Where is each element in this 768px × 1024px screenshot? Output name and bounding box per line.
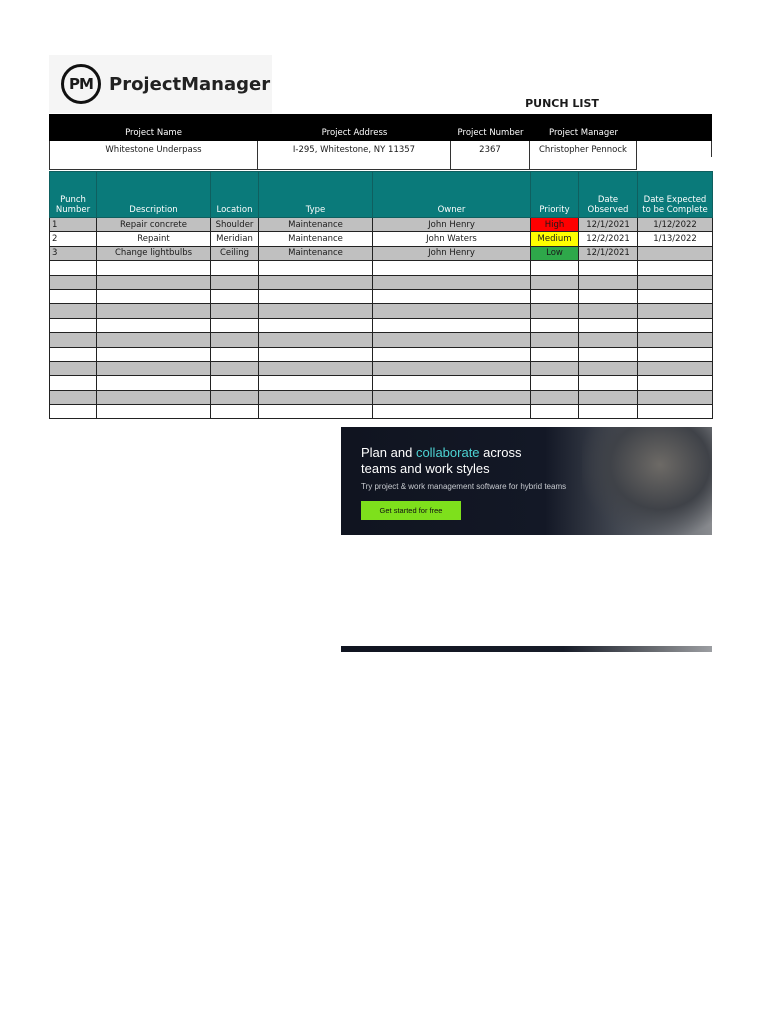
col-header-date-observed: Date Observed (579, 172, 638, 218)
cell-owner[interactable] (373, 405, 531, 419)
cell-date-expected[interactable]: 1/13/2022 (638, 232, 713, 246)
cell-date-observed[interactable] (579, 318, 638, 332)
cell-type[interactable] (259, 405, 373, 419)
cell-description[interactable] (97, 318, 211, 332)
cell-owner[interactable] (373, 318, 531, 332)
get-started-button[interactable]: Get started for free (361, 501, 461, 520)
cell-owner[interactable] (373, 361, 531, 375)
cell-date-observed[interactable] (579, 390, 638, 404)
cell-priority-low[interactable]: Low (531, 246, 579, 260)
table-header-row (50, 172, 713, 218)
cell-owner[interactable] (373, 304, 531, 318)
table-row-empty (50, 275, 713, 289)
cell-number[interactable] (50, 289, 97, 303)
cell-owner[interactable]: John Henry (373, 246, 531, 260)
banner-subtext: Try project & work management software for hybrid teams (361, 482, 567, 491)
cell-description[interactable] (97, 376, 211, 390)
document-title: PUNCH LIST (525, 97, 599, 110)
cell-owner[interactable] (373, 333, 531, 347)
cell-number[interactable] (50, 390, 97, 404)
table-row-empty (50, 361, 713, 375)
project-manager-value[interactable]: Christopher Pennock (530, 141, 637, 170)
cell-date-observed[interactable] (579, 289, 638, 303)
cell-location[interactable] (211, 289, 259, 303)
cell-priority[interactable] (531, 275, 579, 289)
cell-date-observed[interactable] (579, 261, 638, 275)
cell-number[interactable] (50, 275, 97, 289)
cell-description[interactable] (97, 390, 211, 404)
project-info-row (49, 141, 712, 170)
banner-photo (582, 427, 712, 535)
cell-number[interactable] (50, 333, 97, 347)
cell-description[interactable] (97, 333, 211, 347)
cell-description[interactable] (97, 289, 211, 303)
cell-description[interactable] (97, 261, 211, 275)
col-header-type: Type (259, 172, 373, 218)
projectmanager-logo (49, 55, 272, 113)
cell-number[interactable]: 1 (50, 218, 97, 232)
cell-type[interactable] (259, 304, 373, 318)
cell-type[interactable] (259, 289, 373, 303)
cell-type[interactable] (259, 361, 373, 375)
cell-number[interactable] (50, 361, 97, 375)
promo-banner[interactable] (341, 427, 712, 535)
cell-date-expected[interactable]: 1/12/2022 (638, 218, 713, 232)
cell-number[interactable]: 3 (50, 246, 97, 260)
cell-location[interactable] (211, 347, 259, 361)
cell-location[interactable]: Ceiling (211, 246, 259, 260)
table-row (50, 246, 713, 260)
project-number-label: Project Number (457, 128, 524, 138)
cell-number[interactable] (50, 405, 97, 419)
promo-banner-strip (341, 646, 712, 652)
cell-date-expected[interactable] (638, 333, 713, 347)
cell-description[interactable] (97, 361, 211, 375)
cell-date-expected[interactable] (638, 347, 713, 361)
project-manager-label: Project Manager (548, 128, 619, 138)
cell-priority[interactable] (531, 304, 579, 318)
cell-type[interactable] (259, 318, 373, 332)
cell-date-observed[interactable]: 12/2/2021 (579, 232, 638, 246)
project-address-label: Project Address (321, 128, 388, 138)
cell-owner[interactable] (373, 376, 531, 390)
cell-priority[interactable] (531, 376, 579, 390)
cell-date-observed[interactable]: 12/1/2021 (579, 246, 638, 260)
banner-headline (361, 445, 521, 477)
cell-date-observed[interactable] (579, 361, 638, 375)
cell-priority[interactable] (531, 289, 579, 303)
cell-description[interactable]: Change lightbulbs (97, 246, 211, 260)
cell-date-expected[interactable] (638, 361, 713, 375)
cell-date-expected[interactable] (638, 304, 713, 318)
cell-date-observed[interactable] (579, 333, 638, 347)
cell-location[interactable] (211, 275, 259, 289)
cell-date-expected[interactable] (638, 390, 713, 404)
cell-location[interactable]: Shoulder (211, 218, 259, 232)
cell-date-observed[interactable] (579, 275, 638, 289)
table-row-empty (50, 318, 713, 332)
cell-priority-high[interactable]: High (531, 218, 579, 232)
cell-number[interactable] (50, 347, 97, 361)
cell-owner[interactable] (373, 390, 531, 404)
table-row (50, 218, 713, 232)
cell-number[interactable] (50, 376, 97, 390)
col-header-punch-number: Punch Number (50, 172, 97, 218)
project-name-value[interactable]: Whitestone Underpass (49, 141, 258, 170)
cell-priority-medium[interactable]: Medium (531, 232, 579, 246)
cell-location[interactable] (211, 261, 259, 275)
col-header-description: Description (97, 172, 211, 218)
cell-date-observed[interactable] (579, 405, 638, 419)
cell-number[interactable] (50, 261, 97, 275)
cell-priority[interactable] (531, 361, 579, 375)
cell-date-expected[interactable] (638, 246, 713, 260)
cell-date-expected[interactable] (638, 318, 713, 332)
cell-description[interactable] (97, 275, 211, 289)
col-header-owner: Owner (373, 172, 531, 218)
cell-description[interactable] (97, 304, 211, 318)
cell-type[interactable] (259, 261, 373, 275)
cell-location[interactable] (211, 390, 259, 404)
cell-date-expected[interactable] (638, 289, 713, 303)
cell-location[interactable] (211, 405, 259, 419)
cell-type[interactable] (259, 376, 373, 390)
cell-owner[interactable] (373, 261, 531, 275)
cell-type[interactable] (259, 333, 373, 347)
punch-list-table (49, 171, 713, 419)
project-info-blank[interactable] (637, 141, 712, 157)
table-row-empty (50, 376, 713, 390)
banner-headline-line2: teams and work styles (361, 461, 490, 476)
cell-type[interactable]: Maintenance (259, 232, 373, 246)
cell-date-observed[interactable] (579, 347, 638, 361)
cell-owner[interactable] (373, 347, 531, 361)
table-body (50, 218, 713, 419)
cell-type[interactable]: Maintenance (259, 246, 373, 260)
table-row (50, 232, 713, 246)
table-row-empty (50, 405, 713, 419)
table-row-empty (50, 304, 713, 318)
cell-type[interactable]: Maintenance (259, 218, 373, 232)
cell-date-observed[interactable] (579, 304, 638, 318)
table-row-empty (50, 347, 713, 361)
project-name-label: Project Name (125, 128, 182, 138)
cell-priority[interactable] (531, 318, 579, 332)
cell-date-expected[interactable] (638, 405, 713, 419)
cell-number[interactable]: 2 (50, 232, 97, 246)
project-number-value[interactable]: 2367 (451, 141, 530, 170)
cell-owner[interactable]: John Waters (373, 232, 531, 246)
cell-priority[interactable] (531, 390, 579, 404)
cell-owner[interactable]: John Henry (373, 218, 531, 232)
col-header-priority: Priority (531, 172, 579, 218)
table-row-empty (50, 261, 713, 275)
cell-description[interactable]: Repaint (97, 232, 211, 246)
banner-headline-part1: Plan and (361, 445, 416, 460)
cell-date-expected[interactable] (638, 261, 713, 275)
cell-owner[interactable] (373, 289, 531, 303)
cell-type[interactable] (259, 390, 373, 404)
project-address-value[interactable]: I-295, Whitestone, NY 11357 (258, 141, 451, 170)
cell-description[interactable] (97, 405, 211, 419)
cell-location[interactable] (211, 304, 259, 318)
cell-priority[interactable] (531, 347, 579, 361)
cell-priority[interactable] (531, 333, 579, 347)
banner-headline-accent: collaborate (415, 445, 480, 460)
cell-priority[interactable] (531, 405, 579, 419)
table-row-empty (50, 333, 713, 347)
cell-number[interactable] (50, 304, 97, 318)
cell-type[interactable] (259, 347, 373, 361)
cell-priority[interactable] (531, 261, 579, 275)
banner-headline-part2: across (479, 445, 522, 460)
pm-logo-icon: PM (61, 64, 101, 104)
cell-location[interactable]: Meridian (211, 232, 259, 246)
cell-description[interactable] (97, 347, 211, 361)
cell-location[interactable] (211, 333, 259, 347)
table-row-empty (50, 390, 713, 404)
col-header-location: Location (211, 172, 259, 218)
cell-date-expected[interactable] (638, 376, 713, 390)
cell-date-observed[interactable] (579, 376, 638, 390)
cell-number[interactable] (50, 318, 97, 332)
cell-description[interactable]: Repair concrete (97, 218, 211, 232)
table-row-empty (50, 289, 713, 303)
col-header-date-expected: Date Expected to be Complete (638, 172, 713, 218)
cell-owner[interactable] (373, 275, 531, 289)
cell-location[interactable] (211, 318, 259, 332)
cell-type[interactable] (259, 275, 373, 289)
cell-date-expected[interactable] (638, 275, 713, 289)
cell-date-observed[interactable]: 12/1/2021 (579, 218, 638, 232)
cell-location[interactable] (211, 361, 259, 375)
logo-wordmark: ProjectManager (109, 73, 271, 95)
cell-location[interactable] (211, 376, 259, 390)
